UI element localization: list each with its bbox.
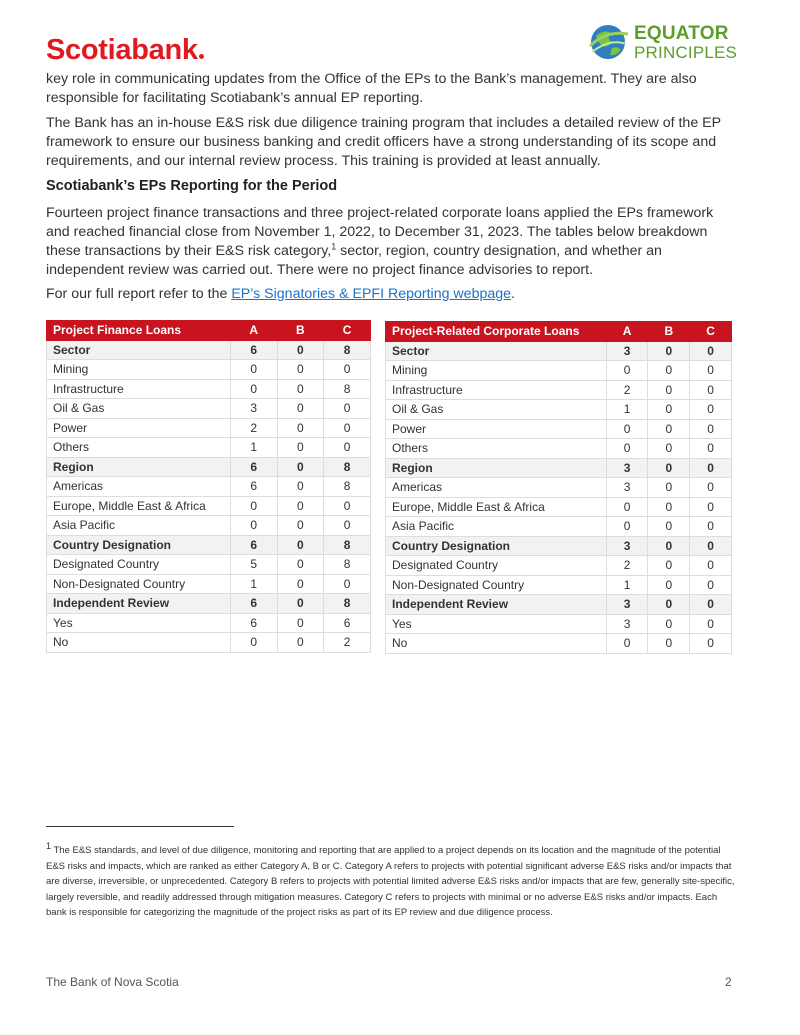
row-label: Others — [386, 439, 607, 459]
row-label: Power — [386, 419, 607, 439]
cell-value: 3 — [606, 458, 648, 478]
table-row — [386, 380, 732, 400]
table-row — [47, 438, 371, 458]
globe-icon — [586, 20, 630, 64]
cell-value: 0 — [648, 380, 690, 400]
cell-value: 0 — [277, 379, 324, 399]
table-group-row — [386, 341, 732, 361]
cell-value: 0 — [648, 458, 690, 478]
cell-value: 0 — [648, 341, 690, 361]
cell-value: 0 — [277, 496, 324, 516]
cell-value: 6 — [230, 535, 277, 555]
cell-value: 0 — [277, 574, 324, 594]
table-row — [47, 399, 371, 419]
cell-value: 6 — [230, 457, 277, 477]
row-label: Independent Review — [47, 594, 231, 614]
row-label: Oil & Gas — [386, 400, 607, 420]
cell-value: 5 — [230, 555, 277, 575]
row-label: Non-Designated Country — [47, 574, 231, 594]
table-row — [47, 516, 371, 536]
p4-text-before: For our full report refer to the — [46, 286, 232, 302]
table-row — [47, 613, 371, 633]
cell-value: 3 — [230, 399, 277, 419]
cell-value: 0 — [648, 634, 690, 654]
epfi-reporting-link[interactable]: EP’s Signatories & EPFI Reporting webpage — [231, 286, 512, 302]
table-group-row — [386, 458, 732, 478]
row-label: Country Designation — [47, 535, 231, 555]
cell-value: 1 — [606, 400, 648, 420]
equator-principles-logo — [586, 20, 736, 64]
table-row — [386, 439, 732, 459]
cell-value: 0 — [324, 574, 371, 594]
cell-value: 6 — [230, 613, 277, 633]
row-label: Mining — [386, 361, 607, 381]
table-group-row — [47, 535, 371, 555]
row-label: Oil & Gas — [47, 399, 231, 419]
cell-value: 0 — [690, 458, 732, 478]
cell-value: 0 — [648, 478, 690, 498]
cell-value: 0 — [277, 555, 324, 575]
row-label: Infrastructure — [386, 380, 607, 400]
row-label: Yes — [386, 614, 607, 634]
row-label: No — [386, 634, 607, 654]
cell-value: 3 — [606, 595, 648, 615]
page-number: 2 — [725, 975, 732, 989]
cell-value: 0 — [648, 439, 690, 459]
row-label: Europe, Middle East & Africa — [47, 496, 231, 516]
cell-value: 0 — [277, 457, 324, 477]
cell-value: 0 — [230, 360, 277, 380]
cell-value: 0 — [277, 633, 324, 653]
cell-value: 0 — [648, 595, 690, 615]
column-header-a: A — [230, 321, 277, 341]
paragraph-full-report — [46, 285, 736, 304]
scotiabank-logo — [46, 34, 204, 67]
table-row — [386, 361, 732, 381]
table-row — [386, 419, 732, 439]
cell-value: 8 — [324, 379, 371, 399]
table-title: Project-Related Corporate Loans — [386, 322, 607, 342]
cell-value: 0 — [690, 536, 732, 556]
row-label: Mining — [47, 360, 231, 380]
cell-value: 0 — [648, 400, 690, 420]
footnote-divider — [46, 826, 234, 827]
row-label: No — [47, 633, 231, 653]
cell-value: 0 — [648, 497, 690, 517]
table-group-row — [386, 536, 732, 556]
cell-value: 0 — [690, 556, 732, 576]
footnote-marker: 1 — [46, 840, 52, 851]
table-row — [386, 634, 732, 654]
table-row — [386, 400, 732, 420]
cell-value: 0 — [324, 496, 371, 516]
cell-value: 2 — [324, 633, 371, 653]
table-row — [47, 633, 371, 653]
row-label: Sector — [47, 340, 231, 360]
cell-value: 0 — [277, 516, 324, 536]
brand-name: Scotiabank — [46, 34, 198, 66]
p3-text-after: sector, region, country designation, and whether an independent review was carried out. There were no project finance advisories to report. — [46, 243, 662, 278]
row-label: Sector — [386, 341, 607, 361]
cell-value: 3 — [606, 478, 648, 498]
cell-value: 6 — [230, 340, 277, 360]
paragraph-transactions — [46, 204, 736, 280]
cell-value: 6 — [230, 594, 277, 614]
p4-text-after: . — [511, 286, 515, 302]
table-row — [386, 575, 732, 595]
cell-value: 2 — [606, 380, 648, 400]
table-row — [47, 379, 371, 399]
row-label: Region — [386, 458, 607, 478]
cell-value: 0 — [690, 614, 732, 634]
paragraph-training: The Bank has an in-house E&S risk due diligence training program that includes a detailed review of the EP framework to ensure our business banking and credit officers have a strong understanding of its scope and requirements, and our internal review process. This training is provided at least annually. — [46, 115, 721, 169]
row-label: Asia Pacific — [386, 517, 607, 537]
table-row — [47, 418, 371, 438]
row-label: Designated Country — [47, 555, 231, 575]
cell-value: 0 — [690, 361, 732, 381]
column-header-c: C — [324, 321, 371, 341]
cell-value: 0 — [606, 497, 648, 517]
table-row — [47, 496, 371, 516]
cell-value: 8 — [324, 535, 371, 555]
table-row — [47, 574, 371, 594]
row-label: Country Designation — [386, 536, 607, 556]
cell-value: 0 — [648, 517, 690, 537]
table-row — [386, 614, 732, 634]
table-row — [386, 556, 732, 576]
cell-value: 0 — [690, 419, 732, 439]
cell-value: 0 — [648, 556, 690, 576]
footnote — [46, 840, 736, 921]
row-label: Infrastructure — [47, 379, 231, 399]
cell-value: 0 — [230, 496, 277, 516]
cell-value: 8 — [324, 340, 371, 360]
cell-value: 0 — [277, 438, 324, 458]
cell-value: 0 — [690, 439, 732, 459]
table-group-row — [47, 457, 371, 477]
cell-value: 0 — [690, 380, 732, 400]
cell-value: 8 — [324, 477, 371, 497]
cell-value: 0 — [606, 361, 648, 381]
logo-dot — [199, 54, 204, 59]
cell-value: 1 — [230, 438, 277, 458]
cell-value: 0 — [648, 614, 690, 634]
row-label: Power — [47, 418, 231, 438]
ep-logo-line1: EQUATOR — [634, 23, 729, 44]
paragraph-reporting-role: key role in communicating updates from the Office of the EPs to the Bank’s management. They are also responsible for facilitating Scotiabank’s annual EP reporting. — [46, 71, 697, 106]
column-header-b: B — [648, 322, 690, 342]
row-label: Americas — [47, 477, 231, 497]
cell-value: 0 — [230, 516, 277, 536]
cell-value: 0 — [277, 535, 324, 555]
cell-value: 0 — [648, 361, 690, 381]
table-group-row — [386, 595, 732, 615]
row-label: Independent Review — [386, 595, 607, 615]
cell-value: 8 — [324, 555, 371, 575]
p3-text-before: Fourteen project finance transactions and three project-related corporate loans applied the EPs framework and reached financial close from November 1, 2022, to December 31, 2023. The tables below breakdown these transactions by their E&S risk category, — [46, 205, 714, 259]
project-related-corporate-loans-table — [385, 321, 732, 654]
cell-value: 0 — [324, 418, 371, 438]
cell-value: 0 — [277, 399, 324, 419]
cell-value: 0 — [690, 634, 732, 654]
table-title: Project Finance Loans — [47, 321, 231, 341]
project-finance-loans-table — [46, 320, 371, 653]
table-row — [47, 477, 371, 497]
cell-value: 0 — [230, 633, 277, 653]
cell-value: 3 — [606, 341, 648, 361]
cell-value: 0 — [277, 418, 324, 438]
row-label: Europe, Middle East & Africa — [386, 497, 607, 517]
cell-value: 0 — [277, 594, 324, 614]
cell-value: 0 — [324, 399, 371, 419]
cell-value: 0 — [230, 379, 277, 399]
cell-value: 0 — [606, 439, 648, 459]
row-label: Designated Country — [386, 556, 607, 576]
cell-value: 0 — [277, 613, 324, 633]
cell-value: 3 — [606, 536, 648, 556]
row-label: Non-Designated Country — [386, 575, 607, 595]
cell-value: 0 — [606, 634, 648, 654]
cell-value: 0 — [277, 360, 324, 380]
cell-value: 3 — [606, 614, 648, 634]
cell-value: 0 — [690, 341, 732, 361]
cell-value: 6 — [324, 613, 371, 633]
table-row — [47, 555, 371, 575]
row-label: Asia Pacific — [47, 516, 231, 536]
column-header-c: C — [690, 322, 732, 342]
ep-logo-line2: PRINCIPLES — [634, 43, 738, 62]
row-label: Others — [47, 438, 231, 458]
table-group-row — [47, 594, 371, 614]
cell-value: 0 — [324, 516, 371, 536]
footnote-text: The E&S standards, and level of due diligence, monitoring and reporting that are applied to a project depends on its location and the magnitude of the potential E&S risks and impacts, which are ranked as either Category A, B or C. Category A refers to projects with potential significant adverse E&S risks and/or impacts that are diverse, irreversible, or unprecedented. Category B refers to projects with potential limited adverse E&S risks and/or impacts that are few, generally site-specific, largely reversible, and readily addressed through mitigation measures. Category C refers to projects with minimal or no adverse E&S risks and/or impacts. Each bank is responsible for categorizing the magnitude of the project risks as part of its EP review and due diligence process. — [46, 845, 735, 918]
cell-value: 0 — [690, 517, 732, 537]
cell-value: 8 — [324, 457, 371, 477]
cell-value: 0 — [690, 575, 732, 595]
cell-value: 2 — [606, 556, 648, 576]
cell-value: 0 — [324, 438, 371, 458]
cell-value: 1 — [606, 575, 648, 595]
cell-value: 0 — [690, 595, 732, 615]
row-label: Yes — [47, 613, 231, 633]
cell-value: 0 — [277, 477, 324, 497]
section-heading: Scotiabank’s EPs Reporting for the Period — [46, 178, 338, 194]
column-header-a: A — [606, 322, 648, 342]
footnote-ref[interactable]: 1 — [331, 241, 337, 252]
table-row — [386, 478, 732, 498]
cell-value: 0 — [324, 360, 371, 380]
cell-value: 8 — [324, 594, 371, 614]
cell-value: 2 — [230, 418, 277, 438]
column-header-b: B — [277, 321, 324, 341]
cell-value: 1 — [230, 574, 277, 594]
table-row — [386, 517, 732, 537]
cell-value: 0 — [277, 340, 324, 360]
row-label: Americas — [386, 478, 607, 498]
table-row — [386, 497, 732, 517]
cell-value: 6 — [230, 477, 277, 497]
table-group-row — [47, 340, 371, 360]
cell-value: 0 — [606, 517, 648, 537]
footer-bank-name: The Bank of Nova Scotia — [46, 975, 179, 989]
cell-value: 0 — [648, 419, 690, 439]
cell-value: 0 — [606, 419, 648, 439]
cell-value: 0 — [648, 536, 690, 556]
cell-value: 0 — [690, 400, 732, 420]
row-label: Region — [47, 457, 231, 477]
cell-value: 0 — [690, 478, 732, 498]
table-row — [47, 360, 371, 380]
cell-value: 0 — [648, 575, 690, 595]
cell-value: 0 — [690, 497, 732, 517]
